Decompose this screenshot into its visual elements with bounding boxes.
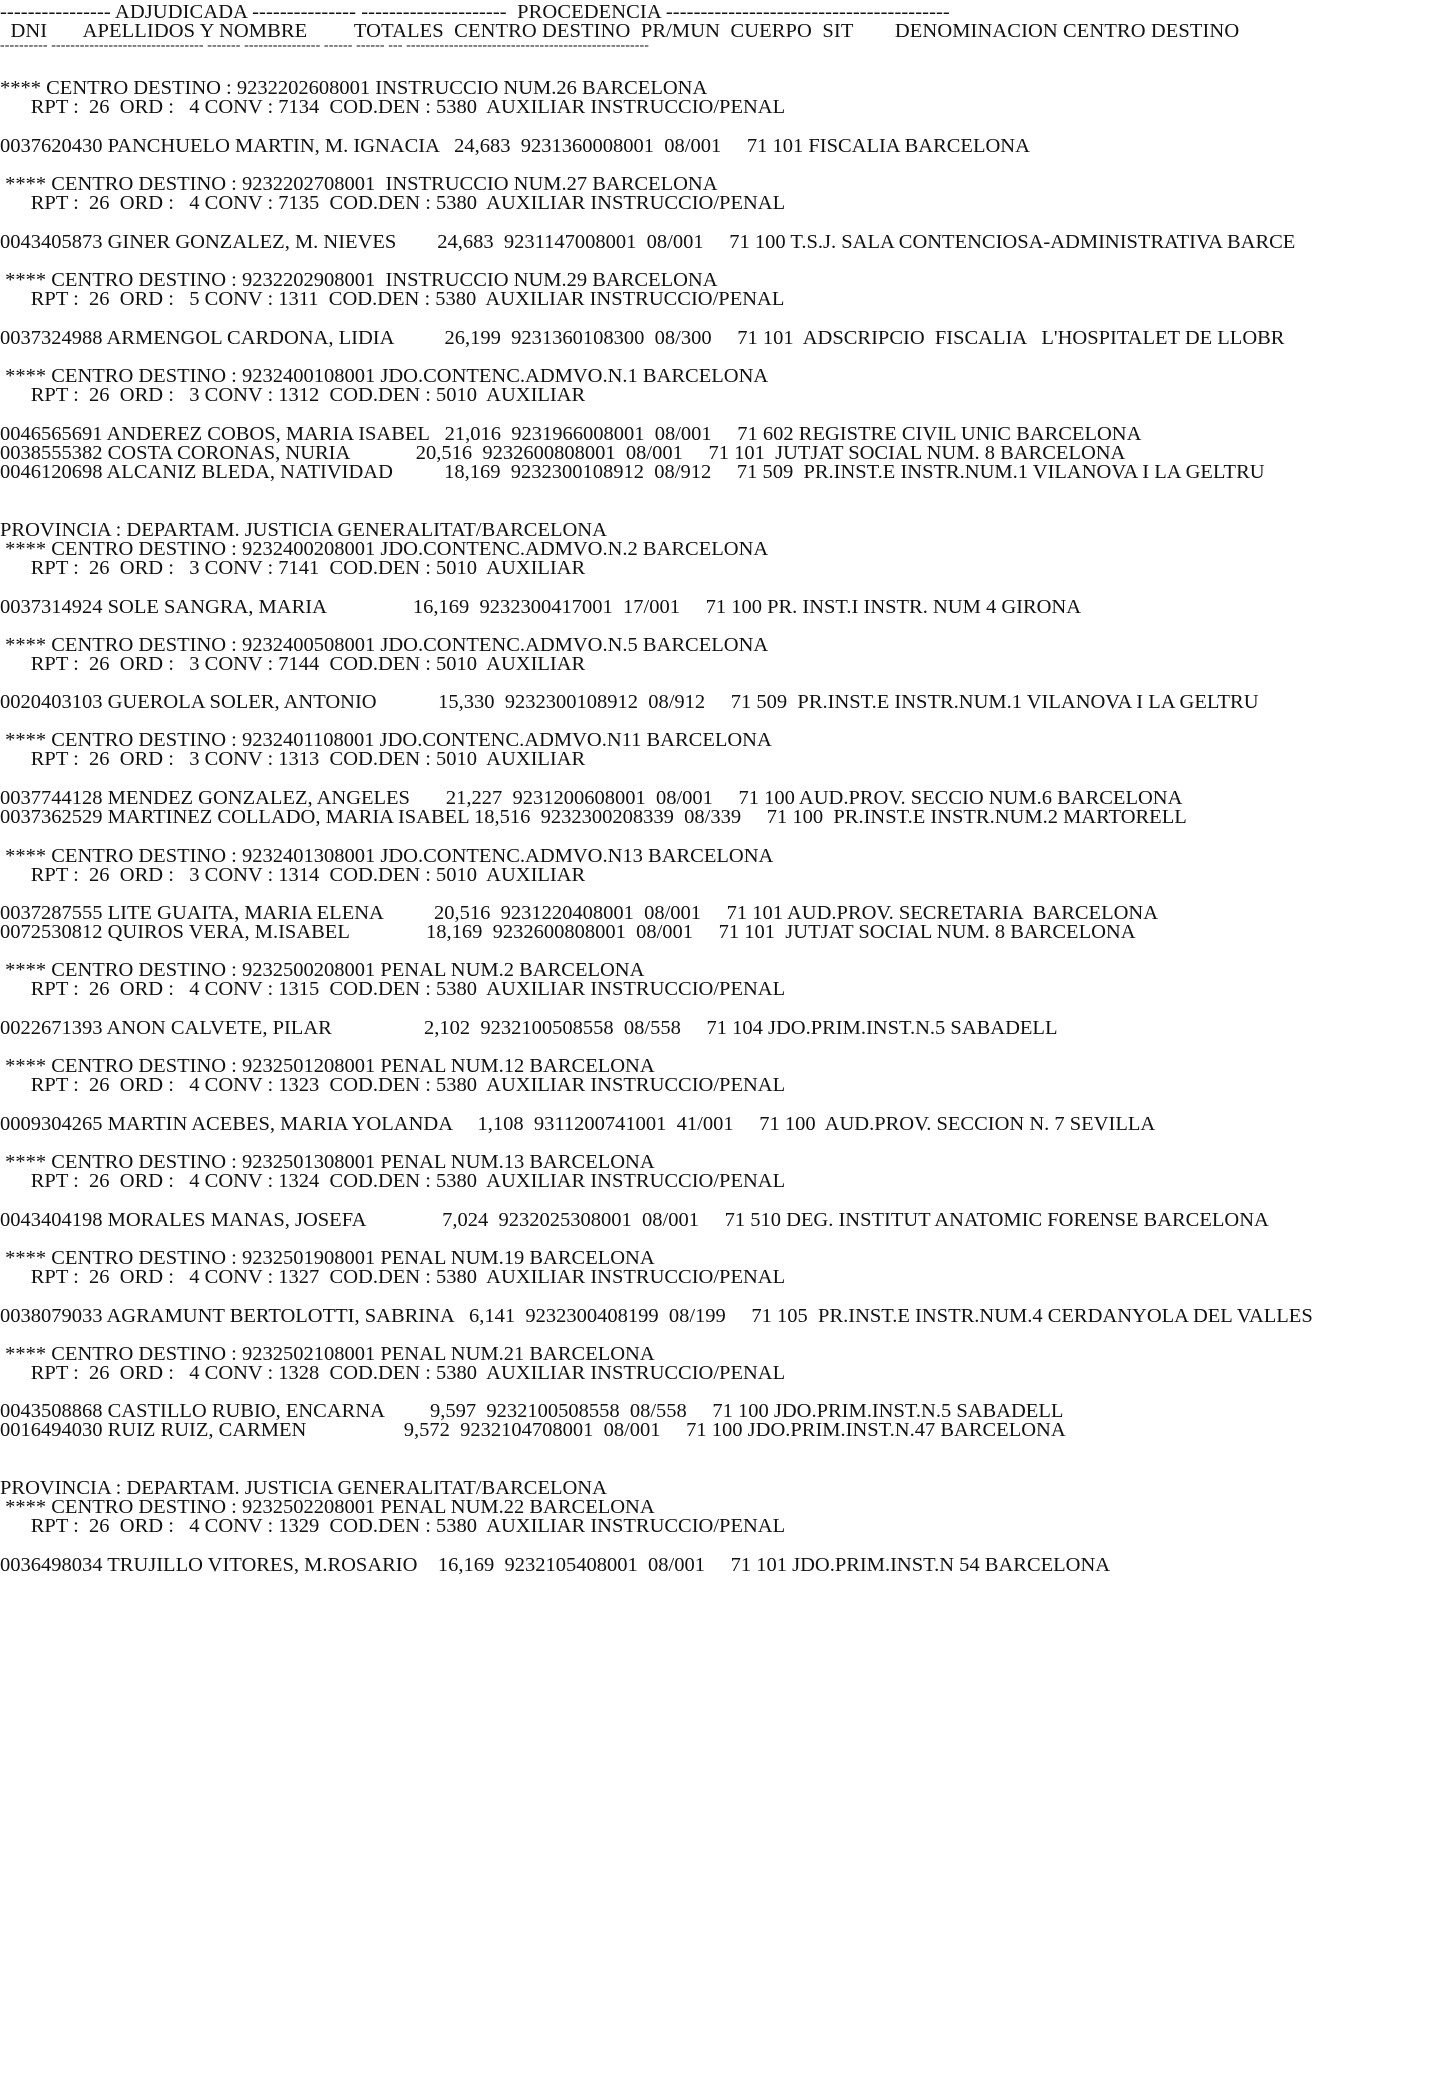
rpt-line: RPT : 26 ORD : 4 CONV : 1324 COD.DEN : 5380 AUXILIAR INSTRUCCIO/PENAL: [0, 1170, 786, 1192]
rpt-line: RPT : 26 ORD : 4 CONV : 1327 COD.DEN : 5380 AUXILIAR INSTRUCCIO/PENAL: [0, 1266, 786, 1288]
centro-destino-line: **** CENTRO DESTINO : 9232500208001 PENAL NUM.2 BARCELONA: [0, 959, 645, 981]
rpt-line: RPT : 26 ORD : 4 CONV : 7134 COD.DEN : 5380 AUXILIAR INSTRUCCIO/PENAL: [0, 96, 786, 118]
header-column-titles: DNI APELLIDOS Y NOMBRE TOTALES CENTRO DESTINO PR/MUN CUERPO SIT DENOMINACION CENTRO DESTINO: [0, 20, 1240, 42]
rpt-line: RPT : 26 ORD : 4 CONV : 1323 COD.DEN : 5380 AUXILIAR INSTRUCCIO/PENAL: [0, 1074, 786, 1096]
provincia-heading: PROVINCIA : DEPARTAM. JUSTICIA GENERALITAT/BARCELONA: [0, 1477, 607, 1499]
centro-destino-line: **** CENTRO DESTINO : 9232400208001 JDO.CONTENC.ADMVO.N.2 BARCELONA: [0, 538, 769, 560]
centro-destino-line: **** CENTRO DESTINO : 9232400508001 JDO.CONTENC.ADMVO.N.5 BARCELONA: [0, 634, 769, 656]
centro-destino-line: **** CENTRO DESTINO : 9232400108001 JDO.CONTENC.ADMVO.N.1 BARCELONA: [0, 365, 769, 387]
record-row: 0046565691 ANDEREZ COBOS, MARIA ISABEL 21,016 9231966008001 08/001 71 602 REGISTRE CIVIL UNIC BARCELONA: [0, 423, 1142, 445]
record-row: 0037314924 SOLE SANGRA, MARIA 16,169 9232300417001 17/001 71 100 PR. INST.I INSTR. NUM 4 GIRONA: [0, 596, 1082, 618]
centro-destino-line: **** CENTRO DESTINO : 9232502108001 PENAL NUM.21 BARCELONA: [0, 1343, 655, 1365]
record-row: 0046120698 ALCANIZ BLEDA, NATIVIDAD 18,169 9232300108912 08/912 71 509 PR.INST.E INSTR.NUM.1 VILANOVA I LA GELTRU: [0, 461, 1265, 483]
record-row: 0037362529 MARTINEZ COLLADO, MARIA ISABEL 18,516 9232300208339 08/339 71 100 PR.INST.E INSTR.NUM.2 MARTORELL: [0, 806, 1187, 828]
record-row: 0038079033 AGRAMUNT BERTOLOTTI, SABRINA 6,141 9232300408199 08/199 71 105 PR.INST.E INSTR.NUM.4 CERDANYOLA DEL VALLES: [0, 1305, 1313, 1327]
rpt-line: RPT : 26 ORD : 4 CONV : 1329 COD.DEN : 5380 AUXILIAR INSTRUCCIO/PENAL: [0, 1515, 786, 1537]
rpt-line: RPT : 26 ORD : 5 CONV : 1311 COD.DEN : 5380 AUXILIAR INSTRUCCIO/PENAL: [0, 288, 785, 310]
record-row: 0037620430 PANCHUELO MARTIN, M. IGNACIA 24,683 9231360008001 08/001 71 101 FISCALIA BARCELONA: [0, 135, 1030, 157]
centro-destino-line: **** CENTRO DESTINO : 9232502208001 PENAL NUM.22 BARCELONA: [0, 1496, 655, 1518]
record-row: 0037287555 LITE GUAITA, MARIA ELENA 20,516 9231220408001 08/001 71 101 AUD.PROV. SECRETARIA BARCELONA: [0, 902, 1159, 924]
rpt-line: RPT : 26 ORD : 4 CONV : 1315 COD.DEN : 5380 AUXILIAR INSTRUCCIO/PENAL: [0, 978, 786, 1000]
record-row: 0016494030 RUIZ RUIZ, CARMEN 9,572 9232104708001 08/001 71 100 JDO.PRIM.INST.N.47 BARCELONA: [0, 1419, 1066, 1441]
centro-destino-line: **** CENTRO DESTINO : 9232401108001 JDO.CONTENC.ADMVO.N11 BARCELONA: [0, 729, 772, 751]
record-row: 0037744128 MENDEZ GONZALEZ, ANGELES 21,227 9231200608001 08/001 71 100 AUD.PROV. SECCIO NUM.6 BARCELONA: [0, 787, 1183, 809]
header-dash-line-1: ---------------- ADJUDICADA --------------- --------------------- PROCEDENCIA -----------------------------------------: [0, 1, 950, 23]
rpt-line: RPT : 26 ORD : 3 CONV : 1312 COD.DEN : 5010 AUXILIAR: [0, 384, 586, 406]
centro-destino-line: **** CENTRO DESTINO : 9232202608001 INSTRUCCIO NUM.26 BARCELONA: [0, 77, 708, 99]
rpt-line: RPT : 26 ORD : 3 CONV : 1313 COD.DEN : 5010 AUXILIAR: [0, 748, 586, 770]
rpt-line: RPT : 26 ORD : 4 CONV : 1328 COD.DEN : 5380 AUXILIAR INSTRUCCIO/PENAL: [0, 1362, 786, 1384]
centro-destino-line: **** CENTRO DESTINO : 9232202708001 INSTRUCCIO NUM.27 BARCELONA: [0, 173, 718, 195]
record-row: 0072530812 QUIROS VERA, M.ISABEL 18,169 9232600808001 08/001 71 101 JUTJAT SOCIAL NUM. 8 BARCELONA: [0, 921, 1136, 943]
centro-destino-line: **** CENTRO DESTINO : 9232202908001 INSTRUCCIO NUM.29 BARCELONA: [0, 269, 718, 291]
header-dash-line-2: ---------- -------------------------------- ------- ---------------- ------ ------ --- ---------------------------------------------------: [0, 38, 650, 53]
record-row: 0043404198 MORALES MANAS, JOSEFA 7,024 9232025308001 08/001 71 510 DEG. INSTITUT ANATOMIC FORENSE BARCELONA: [0, 1209, 1269, 1231]
rpt-line: RPT : 26 ORD : 3 CONV : 7141 COD.DEN : 5010 AUXILIAR: [0, 557, 586, 579]
record-row: 0043405873 GINER GONZALEZ, M. NIEVES 24,683 9231147008001 08/001 71 100 T.S.J. SALA CONTENCIOSA-ADMINISTRATIVA BARCE: [0, 231, 1296, 253]
rpt-line: RPT : 26 ORD : 3 CONV : 7144 COD.DEN : 5010 AUXILIAR: [0, 653, 586, 675]
record-row: 0020403103 GUEROLA SOLER, ANTONIO 15,330 9232300108912 08/912 71 509 PR.INST.E INSTR.NUM.1 VILANOVA I LA GELTRU: [0, 691, 1259, 713]
record-row: 0036498034 TRUJILLO VITORES, M.ROSARIO 16,169 9232105408001 08/001 71 101 JDO.PRIM.INST.N 54 BARCELONA: [0, 1554, 1111, 1576]
rpt-line: RPT : 26 ORD : 4 CONV : 7135 COD.DEN : 5380 AUXILIAR INSTRUCCIO/PENAL: [0, 192, 786, 214]
centro-destino-line: **** CENTRO DESTINO : 9232501208001 PENAL NUM.12 BARCELONA: [0, 1055, 655, 1077]
record-row: 0022671393 ANON CALVETE, PILAR 2,102 9232100508558 08/558 71 104 JDO.PRIM.INST.N.5 SABADELL: [0, 1017, 1058, 1039]
centro-destino-line: **** CENTRO DESTINO : 9232501908001 PENAL NUM.19 BARCELONA: [0, 1247, 655, 1269]
centro-destino-line: **** CENTRO DESTINO : 9232401308001 JDO.CONTENC.ADMVO.N13 BARCELONA: [0, 845, 774, 867]
record-row: 0037324988 ARMENGOL CARDONA, LIDIA 26,199 9231360108300 08/300 71 101 ADSCRIPCIO FISCALIA L'HOSPITALET DE LLOBR: [0, 327, 1285, 349]
record-row: 0009304265 MARTIN ACEBES, MARIA YOLANDA 1,108 9311200741001 41/001 71 100 AUD.PROV. SECCION N. 7 SEVILLA: [0, 1113, 1156, 1135]
provincia-heading: PROVINCIA : DEPARTAM. JUSTICIA GENERALITAT/BARCELONA: [0, 519, 607, 541]
rpt-line: RPT : 26 ORD : 3 CONV : 1314 COD.DEN : 5010 AUXILIAR: [0, 864, 586, 886]
centro-destino-line: **** CENTRO DESTINO : 9232501308001 PENAL NUM.13 BARCELONA: [0, 1151, 655, 1173]
record-row: 0043508868 CASTILLO RUBIO, ENCARNA 9,597 9232100508558 08/558 71 100 JDO.PRIM.INST.N.5 SABADELL: [0, 1400, 1064, 1422]
record-row: 0038555382 COSTA CORONAS, NURIA 20,516 9232600808001 08/001 71 101 JUTJAT SOCIAL NUM. 8 BARCELONA: [0, 442, 1126, 464]
